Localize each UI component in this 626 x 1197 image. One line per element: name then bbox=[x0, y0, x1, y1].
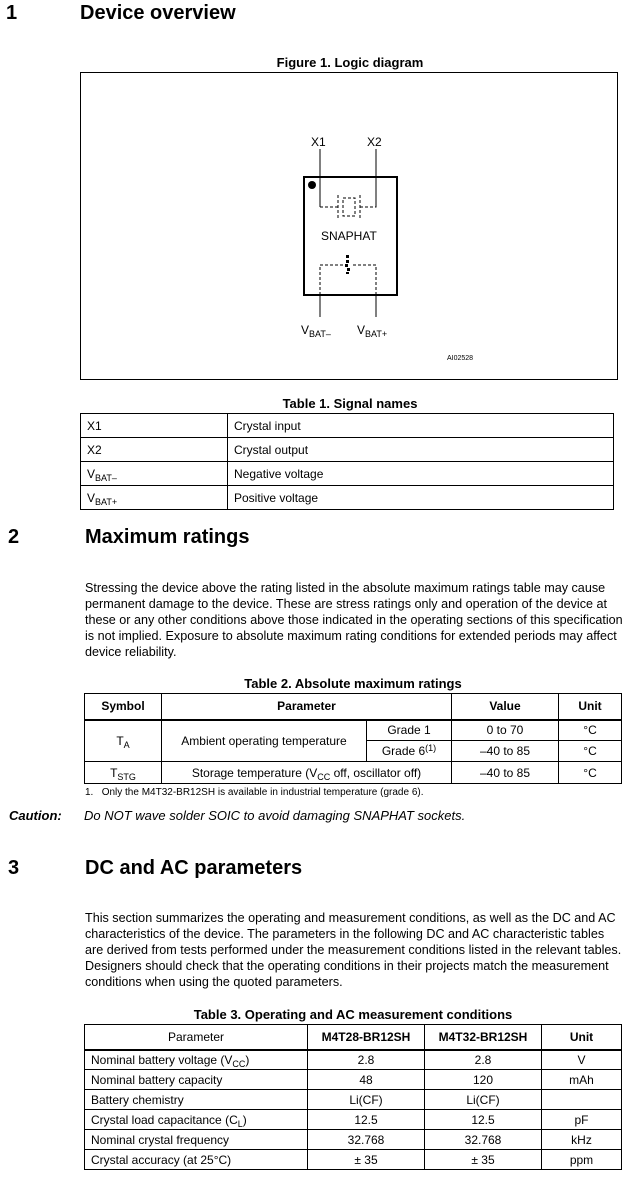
header-parameter: Parameter bbox=[162, 694, 452, 720]
unit-cell: ppm bbox=[542, 1150, 622, 1170]
parameter-cell: Ambient operating temperature bbox=[162, 720, 367, 762]
figure-id: AI02528 bbox=[447, 355, 474, 362]
pin-x2-label: X2 bbox=[367, 135, 382, 149]
header-parameter: Parameter bbox=[85, 1025, 308, 1050]
logic-diagram-frame bbox=[80, 72, 618, 380]
signal-cell: X1 bbox=[81, 414, 228, 438]
m4t32-cell: 120 bbox=[425, 1070, 542, 1090]
m4t28-cell: 48 bbox=[308, 1070, 425, 1090]
header-m4t28: M4T28-BR12SH bbox=[308, 1025, 425, 1050]
pin-x1-label: X1 bbox=[311, 135, 326, 149]
signal-names-table bbox=[80, 413, 614, 510]
symbol-cell: $T_A$ bbox=[85, 720, 162, 762]
table-row bbox=[85, 762, 622, 784]
table-row bbox=[81, 414, 614, 438]
m4t32-cell: ± 35 bbox=[425, 1150, 542, 1170]
table-row bbox=[85, 1110, 622, 1130]
unit-cell: °C bbox=[559, 762, 622, 784]
unit-cell: °C bbox=[559, 720, 622, 741]
table-row bbox=[81, 462, 614, 486]
description-cell: Negative voltage bbox=[228, 462, 614, 486]
parameter-cell: Storage temperature ($V_{CC}$ off, oscillator off) bbox=[162, 762, 452, 784]
table-row bbox=[85, 1070, 622, 1090]
header-value: Value bbox=[452, 694, 559, 720]
section-3-title: DC and AC parameters bbox=[85, 857, 303, 879]
unit-cell: °C bbox=[559, 741, 622, 762]
pin-vbat-minus-label: $V_{BAT-}$ bbox=[301, 323, 331, 339]
value-cell: –40 to 85 bbox=[452, 741, 559, 762]
section-2-number: 2 bbox=[8, 526, 20, 548]
description-cell: Crystal output bbox=[228, 438, 614, 462]
table-row bbox=[85, 1130, 622, 1150]
parameter-cell: Crystal accuracy (at 25°C) bbox=[85, 1150, 308, 1170]
unit-cell bbox=[542, 1090, 622, 1110]
section-2-paragraph: Stressing the device above the rating listed in the absolute maximum ratings table may cause permanent damage to the device. These are stress ratings only and operation of the device at these or any other conditions above those indicated in the operating sections of this specification is not implied. Exposure to absolute maximum rating conditions for extended periods may affect device reliability. bbox=[85, 581, 623, 659]
parameter-cell: Battery chemistry bbox=[85, 1090, 308, 1110]
table-row bbox=[85, 1050, 622, 1070]
grade-cell: Grade 1 bbox=[367, 720, 452, 741]
figure-1-caption: Figure 1. Logic diagram bbox=[276, 55, 424, 70]
chip-label: SNAPHAT bbox=[321, 229, 377, 243]
signal-cell: $V_{BAT+}$ bbox=[81, 486, 228, 510]
parameter-cell: Nominal crystal frequency bbox=[85, 1130, 308, 1150]
section-2-title: Maximum ratings bbox=[85, 526, 250, 548]
parameter-cell: Nominal battery capacity bbox=[85, 1070, 308, 1090]
grade-cell: Grade 6$^{(1)}$ bbox=[367, 741, 452, 762]
absolute-max-ratings-table bbox=[84, 693, 622, 784]
table-2-caption: Table 2. Absolute maximum ratings bbox=[244, 676, 462, 691]
operating-conditions-table bbox=[84, 1024, 622, 1170]
caution-text: Do NOT wave solder SOIC to avoid damaging SNAPHAT sockets. bbox=[84, 808, 466, 823]
m4t28-cell: Li(CF) bbox=[308, 1090, 425, 1110]
caution-label: Caution: bbox=[9, 808, 62, 823]
m4t32-cell: Li(CF) bbox=[425, 1090, 542, 1110]
unit-cell: kHz bbox=[542, 1130, 622, 1150]
table-row bbox=[81, 486, 614, 510]
table-row bbox=[85, 1150, 622, 1170]
parameter-cell: Crystal load capacitance $(C_L)$ bbox=[85, 1110, 308, 1130]
table-row bbox=[81, 438, 614, 462]
value-cell: –40 to 85 bbox=[452, 762, 559, 784]
signal-cell: $V_{BAT-}$ bbox=[81, 462, 228, 486]
header-symbol: Symbol bbox=[85, 694, 162, 720]
unit-cell: mAh bbox=[542, 1070, 622, 1090]
m4t32-cell: 32.768 bbox=[425, 1130, 542, 1150]
signal-cell: X2 bbox=[81, 438, 228, 462]
section-1-number: 1 bbox=[6, 2, 18, 24]
pin-vbat-plus-label: $V_{BAT+}$ bbox=[357, 323, 388, 339]
table-2-footnote: 1. Only the M4T32-BR12SH is available in industrial temperature (grade 6). bbox=[85, 787, 424, 798]
symbol-cell: $T_{STG}$ bbox=[85, 762, 162, 784]
table-3-caption: Table 3. Operating and AC measurement conditions bbox=[193, 1007, 513, 1022]
m4t28-cell: 2.8 bbox=[308, 1050, 425, 1070]
header-unit: Unit bbox=[542, 1025, 622, 1050]
header-m4t32: M4T32-BR12SH bbox=[425, 1025, 542, 1050]
table-1-caption: Table 1. Signal names bbox=[282, 396, 418, 411]
table-row bbox=[85, 1090, 622, 1110]
section-3-number: 3 bbox=[8, 857, 20, 879]
m4t28-cell: 12.5 bbox=[308, 1110, 425, 1130]
m4t28-cell: ± 35 bbox=[308, 1150, 425, 1170]
parameter-cell: Nominal battery voltage $(V_{CC})$ bbox=[85, 1050, 308, 1070]
section-3-paragraph: This section summarizes the operating and measurement conditions, as well as the DC and AC characteristics of the device. The parameters in the following DC and AC characteristic tables are derived from tests performed under the measurement conditions listed in the relevant tables. Designers should check that the operating conditions in their projects match the measurement conditions when using the quoted parameters. bbox=[85, 911, 622, 989]
table-header-row bbox=[85, 1025, 622, 1050]
description-cell: Positive voltage bbox=[228, 486, 614, 510]
table-header-row bbox=[85, 694, 622, 720]
unit-cell: V bbox=[542, 1050, 622, 1070]
table-row bbox=[85, 720, 622, 741]
value-cell: 0 to 70 bbox=[452, 720, 559, 741]
m4t32-cell: 12.5 bbox=[425, 1110, 542, 1130]
unit-cell: pF bbox=[542, 1110, 622, 1130]
description-cell: Crystal input bbox=[228, 414, 614, 438]
section-1-title: Device overview bbox=[80, 2, 236, 24]
m4t28-cell: 32.768 bbox=[308, 1130, 425, 1150]
m4t32-cell: 2.8 bbox=[425, 1050, 542, 1070]
logic-diagram-svg bbox=[81, 73, 617, 379]
header-unit: Unit bbox=[559, 694, 622, 720]
